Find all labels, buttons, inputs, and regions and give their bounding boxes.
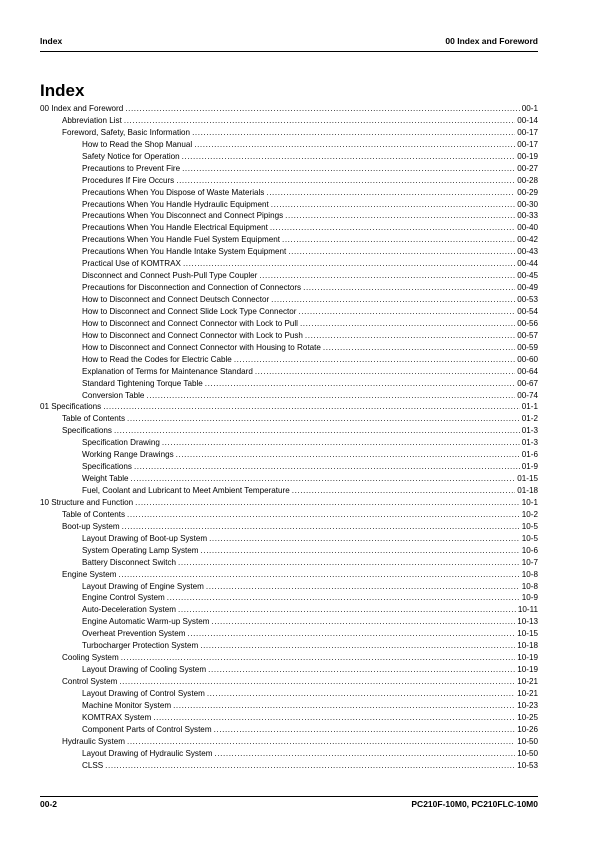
toc-entry[interactable] <box>40 760 538 772</box>
toc-entry-page: 10-6 <box>521 545 538 555</box>
toc-entry-title: Practical Use of KOMTRAX <box>82 259 181 269</box>
footer-page-number: 00-2 <box>40 799 58 809</box>
toc-entry-title: Precautions When You Handle Electrical Equipment <box>82 223 268 233</box>
toc-dot-leader <box>305 330 515 342</box>
page-header <box>40 36 538 52</box>
toc-entry-page: 00-54 <box>517 306 538 316</box>
toc-entry-title: CLSS <box>82 760 104 770</box>
toc-entry-title: Component Parts of Control System <box>82 724 212 734</box>
toc-dot-leader <box>192 127 515 139</box>
toc-entry[interactable] <box>40 736 538 748</box>
toc-entry-page: 00-19 <box>517 151 538 161</box>
toc-entry-title: Control System <box>62 677 118 686</box>
toc-entry[interactable] <box>40 581 538 593</box>
toc-dot-leader <box>173 700 515 712</box>
toc-dot-leader <box>153 712 515 724</box>
toc-entry-title: Engine Automatic Warm-up System <box>82 617 210 627</box>
toc-entry-page: 00-53 <box>517 295 538 304</box>
toc-dot-leader <box>266 187 515 199</box>
table-of-contents <box>40 103 538 772</box>
toc-dot-leader <box>178 557 520 569</box>
toc-entry[interactable] <box>40 425 538 437</box>
toc-entry-page: 00-42 <box>517 235 538 245</box>
toc-entry-page: 01-6 <box>521 450 538 460</box>
toc-entry-title: Hydraulic System <box>62 736 125 746</box>
page-footer <box>40 799 538 815</box>
toc-entry[interactable] <box>40 700 538 712</box>
toc-dot-leader <box>182 163 515 175</box>
toc-entry-page: 10-13 <box>517 617 538 627</box>
toc-entry-page: 01-15 <box>517 474 538 484</box>
toc-entry-title: Layout Drawing of Control System <box>82 688 205 698</box>
toc-entry-title: Precautions for Disconnection and Connection of Connectors <box>82 283 302 293</box>
toc-entry-page: 10-18 <box>517 641 538 651</box>
toc-entry-title: How to Disconnect and Connect Connector with Lock to Push <box>82 330 303 340</box>
toc-entry-title: Precautions When You Handle Fuel System Equipment <box>82 235 280 245</box>
toc-dot-leader <box>122 521 520 533</box>
toc-dot-leader <box>270 222 515 234</box>
toc-entry-page: 00-60 <box>517 354 538 364</box>
toc-dot-leader <box>114 425 520 437</box>
header-rule <box>40 51 538 52</box>
toc-entry[interactable] <box>40 497 538 509</box>
toc-entry[interactable] <box>40 366 538 378</box>
toc-entry[interactable] <box>40 724 538 736</box>
toc-entry[interactable] <box>40 318 538 330</box>
toc-dot-leader <box>125 103 520 115</box>
toc-entry[interactable] <box>40 222 538 234</box>
toc-dot-leader <box>182 151 516 163</box>
toc-entry[interactable] <box>40 592 538 604</box>
toc-dot-leader <box>105 760 515 772</box>
toc-entry-title: Fuel, Coolant and Lubricant to Meet Ambient Temperature <box>82 486 290 495</box>
toc-entry-title: How to Disconnect and Connect Connector with Housing to Rotate <box>82 342 321 352</box>
toc-entry-page: 10-1 <box>521 497 538 507</box>
toc-entry[interactable] <box>40 712 538 724</box>
toc-entry-title: Auto-Deceleration System <box>82 605 177 615</box>
toc-dot-leader <box>200 640 515 652</box>
toc-dot-leader <box>323 342 515 354</box>
toc-entry-page: 00-64 <box>517 366 538 376</box>
toc-entry-page: 10-2 <box>521 509 538 519</box>
toc-entry[interactable] <box>40 270 538 282</box>
toc-entry-title: Layout Drawing of Engine System <box>82 581 204 591</box>
toc-dot-leader <box>206 581 520 593</box>
toc-entry-page: 10-5 <box>521 521 538 531</box>
toc-entry[interactable] <box>40 294 538 306</box>
toc-entry[interactable] <box>40 139 538 151</box>
toc-dot-leader <box>285 210 515 222</box>
toc-entry[interactable] <box>40 330 538 342</box>
toc-entry-page: 10-8 <box>521 569 538 579</box>
toc-entry-title: Machine Monitor System <box>82 700 172 710</box>
toc-entry-page: 00-17 <box>517 127 538 137</box>
toc-dot-leader <box>176 175 515 187</box>
toc-dot-leader <box>187 628 515 640</box>
toc-dot-leader <box>121 652 516 664</box>
toc-entry-title: Precautions When You Dispose of Waste Materials <box>82 187 265 197</box>
toc-entry[interactable] <box>40 306 538 318</box>
toc-dot-leader <box>234 354 515 366</box>
toc-entry[interactable] <box>40 354 538 366</box>
toc-entry[interactable] <box>40 103 538 115</box>
toc-entry-title: System Operating Lamp System <box>82 545 199 555</box>
toc-entry-page: 10-7 <box>521 557 538 567</box>
toc-entry-title: Layout Drawing of Hydraulic System <box>82 748 213 758</box>
toc-entry-title: Table of Contents <box>62 414 125 424</box>
toc-entry[interactable] <box>40 688 538 700</box>
toc-dot-leader <box>194 139 515 151</box>
toc-entry-title: Disconnect and Connect Push-Pull Type Coupler <box>82 271 258 281</box>
toc-dot-leader <box>214 748 515 760</box>
toc-entry-page: 10-26 <box>517 724 538 734</box>
toc-entry-page: 00-56 <box>517 318 538 328</box>
toc-dot-leader <box>162 437 520 449</box>
footer-rule <box>40 796 538 797</box>
toc-entry-page: 01-2 <box>521 414 538 424</box>
toc-entry[interactable] <box>40 437 538 449</box>
toc-entry-title: Standard Tightening Torque Table <box>82 378 203 388</box>
toc-dot-leader <box>292 485 516 497</box>
toc-dot-leader <box>300 318 515 330</box>
toc-entry[interactable] <box>40 473 538 485</box>
toc-entry[interactable] <box>40 664 538 676</box>
toc-entry-title: Turbocharger Protection System <box>82 641 199 651</box>
toc-entry[interactable] <box>40 210 538 222</box>
toc-entry-page: 10-19 <box>517 665 538 675</box>
toc-dot-leader <box>298 306 515 318</box>
toc-entry-page: 10-9 <box>521 593 538 603</box>
toc-entry-page: 00-45 <box>517 271 538 281</box>
toc-dot-leader <box>282 234 515 246</box>
toc-entry-page: 01-3 <box>521 426 538 436</box>
toc-entry[interactable] <box>40 127 538 139</box>
toc-entry[interactable] <box>40 521 538 533</box>
toc-entry-page: 01-3 <box>521 438 538 448</box>
toc-entry[interactable] <box>40 163 538 175</box>
toc-dot-leader <box>118 569 519 581</box>
footer-model-name: PC210F-10M0, PC210FLC-10M0 <box>411 799 538 809</box>
toc-entry[interactable] <box>40 616 538 628</box>
toc-dot-leader <box>211 616 515 628</box>
toc-entry-page: 01-18 <box>517 486 538 495</box>
toc-entry-title: Engine System <box>62 569 117 579</box>
toc-entry-title: 00 Index and Foreword <box>40 104 124 113</box>
toc-dot-leader <box>208 664 515 676</box>
toc-entry-page: 00-27 <box>517 163 538 173</box>
toc-entry-page: 00-29 <box>517 187 538 197</box>
toc-entry-title: Foreword, Safety, Basic Information <box>62 127 191 137</box>
toc-entry[interactable] <box>40 390 538 402</box>
toc-dot-leader <box>205 378 516 390</box>
toc-entry[interactable] <box>40 378 538 390</box>
toc-entry-title: KOMTRAX System <box>82 712 152 722</box>
toc-entry-page: 01-1 <box>521 402 538 412</box>
toc-dot-leader <box>201 545 520 557</box>
toc-dot-leader <box>214 724 516 736</box>
toc-entry[interactable] <box>40 628 538 640</box>
toc-dot-leader <box>271 199 516 211</box>
toc-entry-title: Precautions When You Handle Intake System Equipment <box>82 247 287 257</box>
toc-dot-leader <box>127 509 520 521</box>
toc-entry-page: 10-23 <box>517 700 538 710</box>
header-section-label: Index <box>40 36 63 46</box>
toc-dot-leader <box>176 449 520 461</box>
toc-entry-title: Overheat Prevention System <box>82 629 186 639</box>
toc-dot-leader <box>167 592 520 604</box>
toc-entry-title: Precautions When You Handle Hydraulic Equipment <box>82 199 269 209</box>
toc-dot-leader <box>119 676 515 688</box>
toc-entry-page: 00-30 <box>517 199 538 209</box>
toc-entry-title: Weight Table <box>82 474 129 484</box>
toc-entry-page: 10-15 <box>517 629 538 639</box>
toc-entry[interactable] <box>40 342 538 354</box>
toc-entry-title: How to Read the Shop Manual <box>82 139 193 149</box>
toc-entry-page: 00-57 <box>517 330 538 340</box>
toc-entry-page: 00-1 <box>521 104 538 113</box>
toc-entry-page: 10-8 <box>521 581 538 591</box>
toc-entry-page: 00-33 <box>517 211 538 221</box>
toc-entry-title: Explanation of Terms for Maintenance Standard <box>82 366 253 376</box>
toc-entry[interactable] <box>40 151 538 163</box>
toc-dot-leader <box>134 461 520 473</box>
toc-entry-title: Specification Drawing <box>82 438 160 448</box>
toc-entry-page: 01-9 <box>521 462 538 472</box>
toc-entry[interactable] <box>40 246 538 258</box>
toc-dot-leader <box>124 115 515 127</box>
toc-dot-leader <box>103 401 520 413</box>
toc-entry-title: Layout Drawing of Cooling System <box>82 665 207 675</box>
toc-entry[interactable] <box>40 115 538 127</box>
toc-entry[interactable] <box>40 449 538 461</box>
toc-dot-leader <box>146 390 515 402</box>
header-chapter-title: 00 Index and Foreword <box>445 36 538 46</box>
toc-entry[interactable] <box>40 569 538 581</box>
toc-entry-title: Layout Drawing of Boot-up System <box>82 533 208 543</box>
toc-dot-leader <box>131 473 516 485</box>
toc-entry-page: 00-67 <box>517 378 538 388</box>
toc-dot-leader <box>183 258 515 270</box>
toc-entry-title: How to Disconnect and Connect Slide Lock Type Connector <box>82 306 297 316</box>
toc-entry[interactable] <box>40 748 538 760</box>
toc-entry-page: 10-53 <box>517 760 538 770</box>
toc-entry[interactable] <box>40 175 538 187</box>
toc-entry[interactable] <box>40 234 538 246</box>
toc-entry-page: 00-59 <box>517 342 538 352</box>
toc-entry-page: 10-21 <box>517 677 538 686</box>
toc-entry[interactable] <box>40 533 538 545</box>
toc-dot-leader <box>135 497 520 509</box>
toc-entry-page: 00-28 <box>517 175 538 185</box>
toc-entry-page: 10-50 <box>517 736 538 746</box>
toc-dot-leader <box>209 533 520 545</box>
toc-entry-title: Safety Notice for Operation <box>82 151 180 161</box>
toc-dot-leader <box>271 294 515 306</box>
toc-entry-title: How to Disconnect and Connect Deutsch Connector <box>82 295 270 304</box>
toc-entry-title: Conversion Table <box>82 390 145 400</box>
toc-entry[interactable] <box>40 640 538 652</box>
toc-entry-page: 10-21 <box>517 688 538 698</box>
toc-entry-title: Engine Control System <box>82 593 165 603</box>
toc-entry-page: 00-17 <box>517 139 538 149</box>
toc-entry-title: 10 Structure and Function <box>40 497 134 507</box>
toc-entry-page: 10-25 <box>517 712 538 722</box>
toc-dot-leader <box>288 246 515 258</box>
toc-entry[interactable] <box>40 258 538 270</box>
toc-entry-page: 00-74 <box>517 390 538 400</box>
toc-entry[interactable] <box>40 401 538 413</box>
toc-entry-title: Precautions When You Disconnect and Connect Pipings <box>82 211 284 221</box>
toc-entry[interactable] <box>40 652 538 664</box>
toc-entry-title: Procedures If Fire Occurs <box>82 175 175 185</box>
toc-entry-title: Specifications <box>62 426 112 436</box>
toc-entry-page: 10-5 <box>521 533 538 543</box>
toc-entry-title: Precautions to Prevent Fire <box>82 163 181 173</box>
toc-dot-leader <box>259 270 515 282</box>
toc-entry-title: Battery Disconnect Switch <box>82 557 177 567</box>
toc-entry-title: How to Disconnect and Connect Connector with Lock to Pull <box>82 318 298 328</box>
toc-entry-title: Working Range Drawings <box>82 450 174 460</box>
toc-entry[interactable] <box>40 282 538 294</box>
toc-entry-page: 10-50 <box>517 748 538 758</box>
page-title: Index <box>40 81 85 100</box>
toc-entry-title: Specifications <box>82 462 132 472</box>
toc-entry-title: 01 Specifications <box>40 402 102 412</box>
toc-entry[interactable] <box>40 199 538 211</box>
toc-entry[interactable] <box>40 545 538 557</box>
toc-dot-leader <box>255 366 515 378</box>
toc-entry-page: 00-49 <box>517 283 538 293</box>
toc-entry-page: 00-40 <box>517 223 538 233</box>
toc-entry[interactable] <box>40 187 538 199</box>
toc-dot-leader <box>127 736 515 748</box>
toc-entry-title: How to Read the Codes for Electric Cable <box>82 354 232 364</box>
toc-entry-page: 00-14 <box>517 115 538 125</box>
toc-entry-title: Boot-up System <box>62 521 120 531</box>
toc-entry-title: Table of Contents <box>62 509 125 519</box>
toc-dot-leader <box>178 604 516 616</box>
toc-entry-page: 00-43 <box>517 247 538 257</box>
toc-entry[interactable] <box>40 557 538 569</box>
toc-entry[interactable] <box>40 485 538 497</box>
toc-entry[interactable] <box>40 413 538 425</box>
toc-entry-page: 10-19 <box>517 653 538 663</box>
toc-entry-title: Cooling System <box>62 653 119 663</box>
toc-entry-page: 00-44 <box>517 259 538 269</box>
toc-entry[interactable] <box>40 461 538 473</box>
toc-entry[interactable] <box>40 676 538 688</box>
toc-entry[interactable] <box>40 604 538 616</box>
toc-dot-leader <box>303 282 515 294</box>
toc-entry[interactable] <box>40 509 538 521</box>
toc-entry-title: Abbreviation List <box>62 115 122 125</box>
toc-entry-page: 10-11 <box>517 605 538 615</box>
toc-dot-leader <box>207 688 515 700</box>
toc-dot-leader <box>127 413 520 425</box>
